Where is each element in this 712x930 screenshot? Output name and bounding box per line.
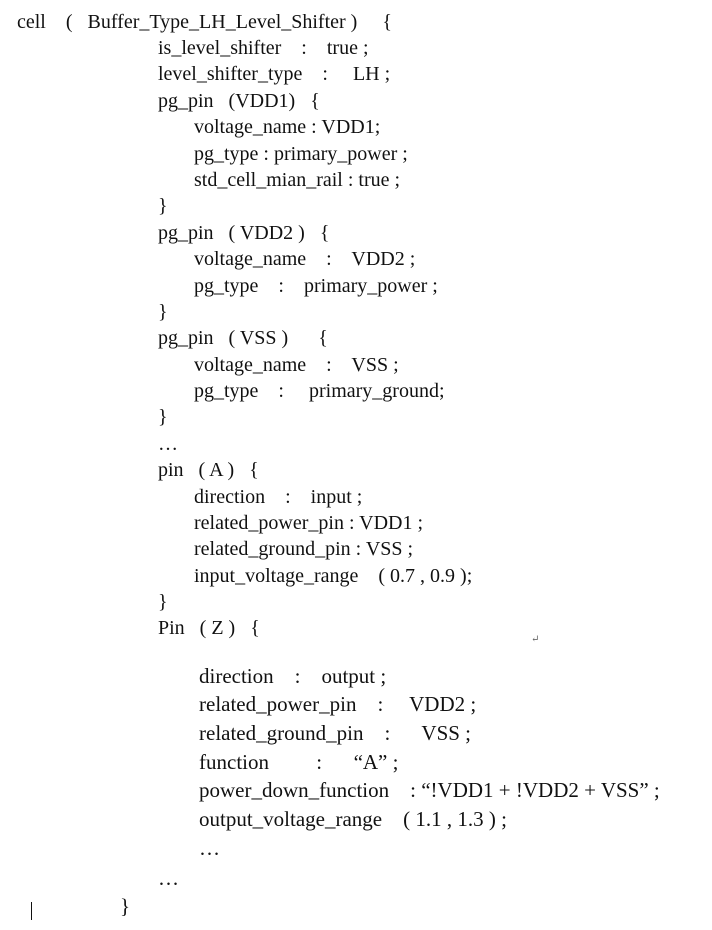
code-line: pg_type : primary_power ; (194, 143, 408, 165)
closing-brace: } (158, 301, 168, 323)
closing-brace: } (158, 195, 168, 217)
code-line: std_cell_mian_rail : true ; (194, 169, 401, 191)
code-line: pg_pin ( VSS ) { (158, 327, 328, 349)
closing-brace: } (158, 406, 168, 428)
code-line: function : “A” ; (199, 750, 399, 774)
code-line: output_voltage_range ( 1.1 , 1.3 ) ; (199, 807, 507, 831)
code-line: voltage_name : VSS ; (194, 354, 399, 376)
cell-declaration-line: cell ( Buffer_Type_LH_Level_Shifter ) { (17, 11, 392, 33)
code-line: power_down_function : “!VDD1 + !VDD2 + VSS” ; (199, 778, 660, 802)
ellipsis: … (158, 433, 178, 455)
ellipsis: … (199, 836, 220, 860)
code-line: pin ( A ) { (158, 459, 259, 481)
code-line: direction : output ; (199, 664, 387, 688)
code-line: pg_type : primary_power ; (194, 275, 438, 297)
code-line: related_ground_pin : VSS ; (194, 538, 414, 560)
code-line: pg_pin (VDD1) { (158, 90, 320, 112)
closing-brace: } (158, 591, 168, 613)
code-line: Pin ( Z ) { (158, 617, 260, 639)
code-line: voltage_name : VDD1; (194, 116, 381, 138)
code-line: related_power_pin : VDD1 ; (194, 512, 424, 534)
code-line: level_shifter_type : LH ; (158, 63, 391, 85)
text-cursor (31, 902, 32, 920)
code-line: is_level_shifter : true ; (158, 37, 369, 59)
ellipsis: … (158, 866, 179, 890)
code-line: related_ground_pin : VSS ; (199, 721, 472, 745)
code-line: voltage_name : VDD2 ; (194, 248, 416, 270)
code-line: pg_pin ( VDD2 ) { (158, 222, 330, 244)
code-line: input_voltage_range ( 0.7 , 0.9 ); (194, 565, 473, 587)
code-line: direction : input ; (194, 486, 363, 508)
paragraph-return-mark: ↵ (531, 634, 540, 645)
closing-brace: } (120, 894, 131, 918)
code-line: pg_type : primary_ground; (194, 380, 445, 402)
code-line: related_power_pin : VDD2 ; (199, 692, 477, 716)
